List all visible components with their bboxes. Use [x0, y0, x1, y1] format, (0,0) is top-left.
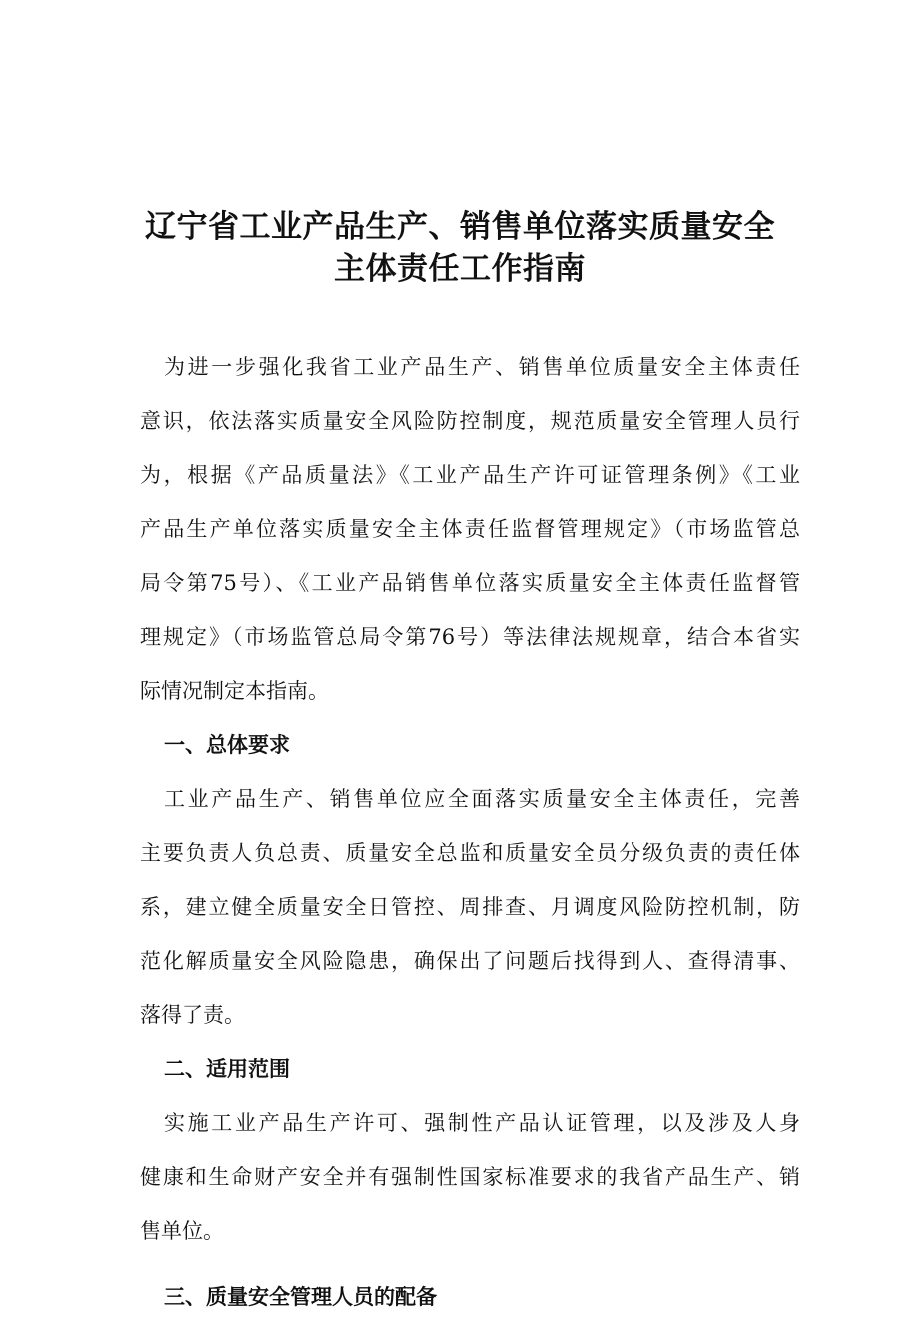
paragraph-line: 际情况制定本指南。	[140, 679, 329, 703]
document-body	[140, 342, 800, 1326]
section-heading-staffing: 三、质量安全管理人员的配备	[164, 1285, 437, 1309]
paragraph-line: 实施工业产品生产许可、强制性产品认证管理，以及涉及人身	[164, 1111, 800, 1135]
paragraph-line: 局令第75号）、《工业产品销售单位落实质量安全主体责任监督管	[140, 571, 800, 595]
paragraph-line: 主要负责人负总责、质量安全总监和质量安全员分级负责的责任体	[140, 841, 800, 865]
paragraph-line: 健康和生命财产安全并有强制性国家标准要求的我省产品生产、销	[140, 1165, 800, 1189]
section-heading-general-requirements: 一、总体要求	[164, 733, 290, 757]
paragraph-line: 落得了责。	[140, 1003, 245, 1027]
title-line-1: 辽宁省工业产品生产、销售单位落实质量安全	[145, 209, 775, 245]
document-title	[120, 206, 800, 290]
paragraph-line: 售单位。	[140, 1219, 224, 1243]
section-heading-scope: 二、适用范围	[164, 1057, 290, 1081]
paragraph-line: 意识，依法落实质量安全风险防控制度，规范质量安全管理人员行	[140, 409, 800, 433]
paragraph-line: 产品生产单位落实质量安全主体责任监督管理规定》（市场监管总	[140, 517, 800, 541]
intro-paragraph	[140, 342, 800, 720]
paragraph-line: 系，建立健全质量安全日管控、周排查、月调度风险防控机制，防	[140, 895, 800, 919]
paragraph-line: 工业产品生产、销售单位应全面落实质量安全主体责任，完善	[164, 787, 800, 811]
spacer	[140, 1260, 800, 1272]
paragraph-line: 理规定》（市场监管总局令第76号）等法律法规规章，结合本省实	[140, 625, 800, 649]
paragraph-line: 为进一步强化我省工业产品生产、销售单位质量安全主体责任	[164, 355, 800, 379]
paragraph-line: 范化解质量安全风险隐患，确保出了问题后找得到人、查得清事、	[140, 949, 800, 973]
paragraph-line: 为，根据《产品质量法》《工业产品生产许可证管理条例》《工业	[140, 463, 800, 487]
section-paragraph	[140, 1098, 800, 1260]
title-line-2: 主体责任工作指南	[334, 251, 586, 287]
section-paragraph	[140, 774, 800, 1044]
